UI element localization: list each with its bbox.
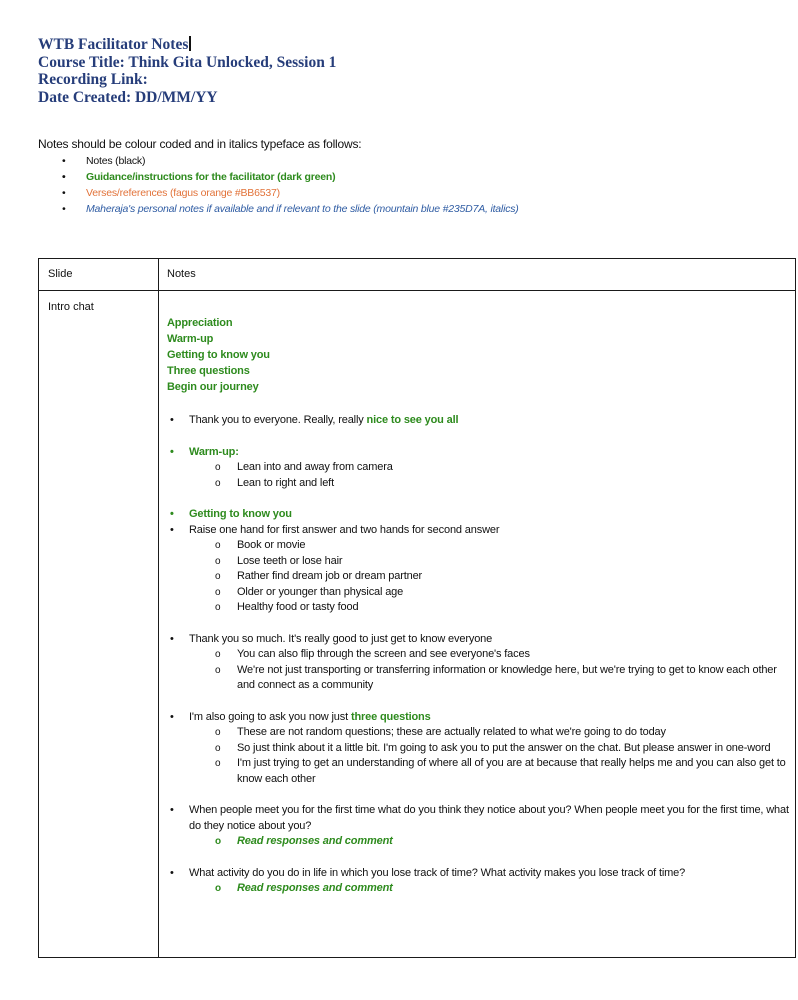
- text-cursor: [189, 36, 191, 51]
- column-header-slide: Slide: [48, 268, 73, 280]
- legend-intro: Notes should be colour coded and in italics typeface as follows:: [38, 137, 362, 151]
- sub-item: o Older or younger than physical age: [167, 585, 793, 601]
- sub-item: o You can also flip through the screen and see everyone's faces: [167, 647, 793, 663]
- document-header: [38, 36, 336, 106]
- header-row-divider: [39, 290, 795, 291]
- sub-item: o Healthy food or tasty food: [167, 600, 793, 616]
- notes-table: [38, 258, 796, 958]
- date-created: Date Created: DD/MM/YY: [38, 88, 218, 106]
- agenda-item: Three questions: [167, 365, 250, 377]
- sub-item: o Lean to right and left: [167, 476, 793, 492]
- legend-item-personal-notes: • Maheraja's personal notes if available and if relevant to the slide (mountain blue #235D7A, italics): [62, 201, 519, 217]
- legend-item-guidance: • Guidance/instructions for the facilitator (dark green): [62, 169, 519, 185]
- note-raise-hand: • Raise one hand for first answer and two hands for second answer: [167, 523, 793, 539]
- facilitator-action: o Read responses and comment: [167, 881, 793, 897]
- sub-item: o These are not random questions; these are actually related to what we're going to do today: [167, 725, 793, 741]
- agenda-list: [167, 315, 793, 395]
- sub-item: o We're not just transporting or transferring information or knowledge here, but we're trying to get to know each other and connect as a community: [167, 663, 793, 694]
- legend-item-notes: • Notes (black): [62, 153, 519, 169]
- note-thanks-much: • Thank you so much. It's really good to just get to know everyone: [167, 632, 793, 648]
- sub-item: o I'm just trying to get an understanding of where all of you are at because that really helps me and you can also get to know each other: [167, 756, 793, 787]
- note-three-questions: • I'm also going to ask you now just three questions: [167, 710, 793, 726]
- document-title[interactable]: WTB Facilitator Notes: [38, 36, 336, 54]
- sub-item: o Lose teeth or lose hair: [167, 554, 793, 570]
- legend-item-verses: • Verses/references (fagus orange #BB6537): [62, 185, 519, 201]
- column-divider: [158, 259, 159, 957]
- agenda-item: Begin our journey: [167, 381, 259, 393]
- note-question-1: • When people meet you for the first time what do you think they notice about you? When people meet you for the first time, what do they notice about you?: [167, 803, 793, 834]
- sub-item: o Book or movie: [167, 538, 793, 554]
- notes-cell: [167, 315, 793, 897]
- color-legend: [62, 153, 519, 217]
- sub-item: o Lean into and away from camera: [167, 460, 793, 476]
- sub-item: o So just think about it a little bit. I'm going to ask you to put the answer on the chat. But please answer in one-word: [167, 741, 793, 757]
- course-title: Course Title: Think Gita Unlocked, Session 1: [38, 53, 337, 71]
- agenda-item: Getting to know you: [167, 349, 270, 361]
- sub-item: o Rather find dream job or dream partner: [167, 569, 793, 585]
- agenda-item: Appreciation: [167, 317, 233, 329]
- note-thank-you: • Thank you to everyone. Really, really nice to see you all: [167, 413, 793, 429]
- recording-link-label: Recording Link:: [38, 71, 148, 88]
- facilitator-action: o Read responses and comment: [167, 834, 793, 850]
- column-header-notes: Notes: [167, 268, 196, 280]
- note-warmup-label: • Warm-up:: [167, 445, 793, 461]
- note-getting-to-know-label: • Getting to know you: [167, 507, 793, 523]
- slide-cell: Intro chat: [48, 301, 94, 313]
- agenda-item: Warm-up: [167, 333, 214, 345]
- note-question-2: • What activity do you do in life in which you lose track of time? What activity makes you lose track of time?: [167, 866, 793, 882]
